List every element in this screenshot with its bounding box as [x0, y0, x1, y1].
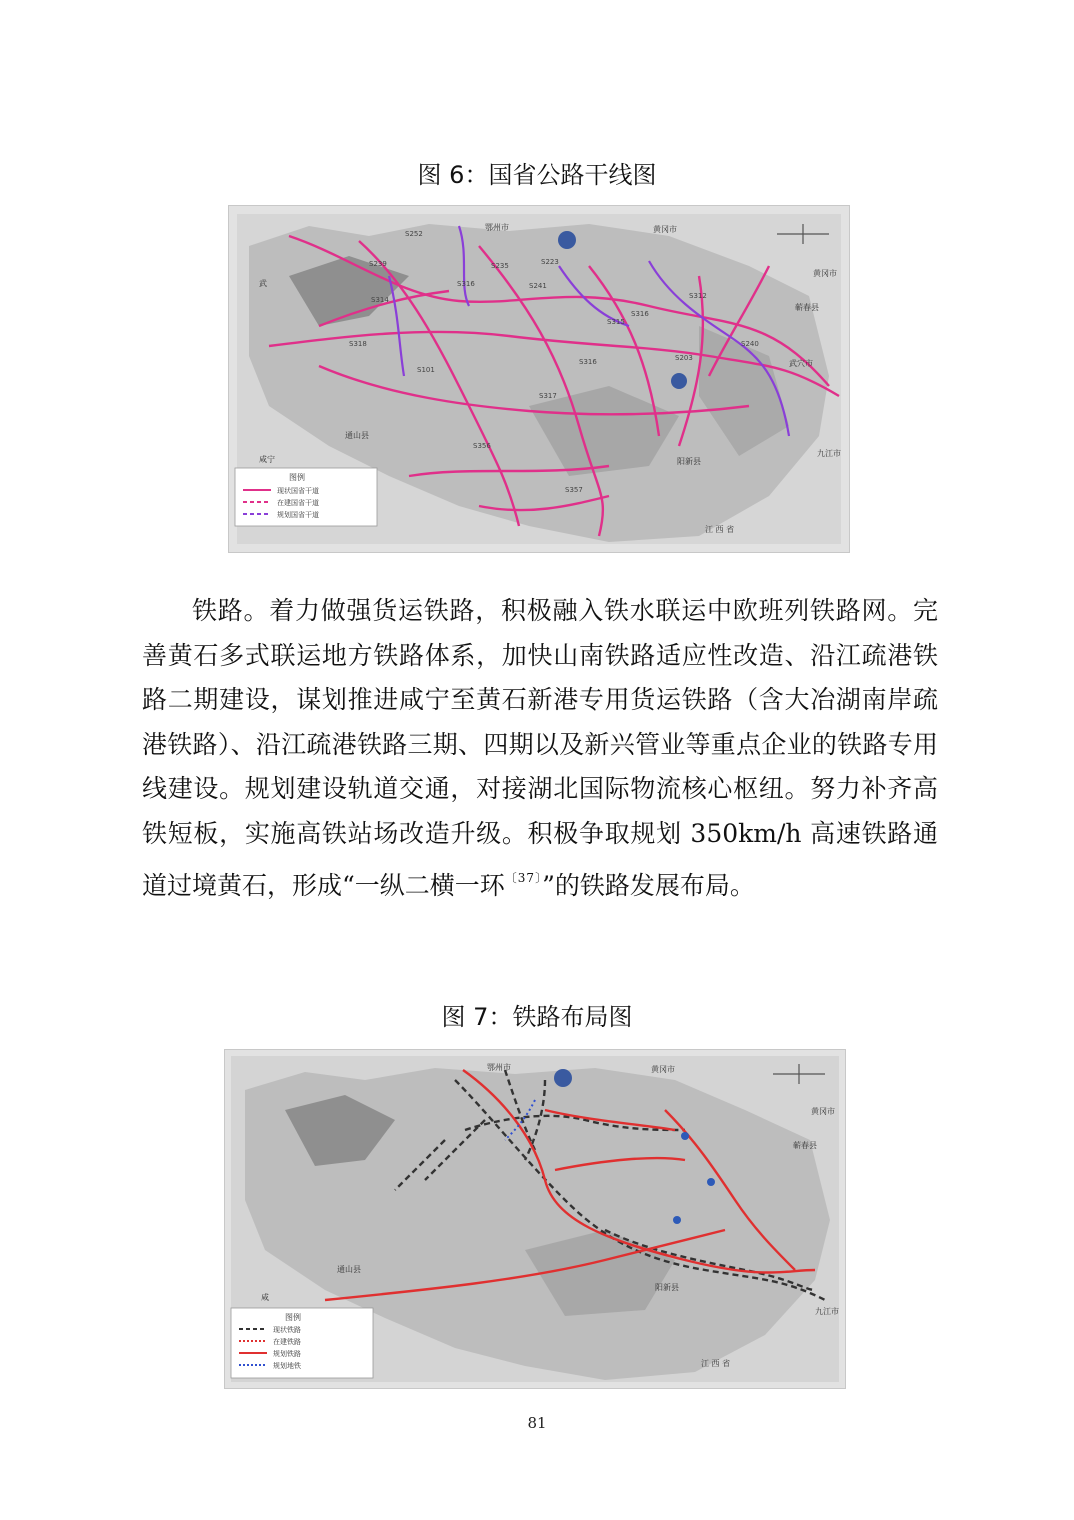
place-label: 阳新县: [655, 1283, 679, 1292]
legend-item-label: 规划国省干道: [277, 511, 319, 519]
place-label: 蕲春县: [793, 1141, 817, 1150]
legend-item-label: 现状铁路: [273, 1326, 301, 1334]
legend-item-label: 规划铁路: [273, 1350, 301, 1358]
road-label: S101: [417, 366, 435, 374]
page-number: 81: [527, 1414, 547, 1432]
place-label: 黄冈市: [811, 1107, 835, 1116]
legend-item-label: 规划地铁: [273, 1362, 301, 1370]
paragraph-main: 铁路。着力做强货运铁路，积极融入铁水联运中欧班列铁路网。完善黄石多式联运地方铁路体系，加快山南铁路适应性改造、沿江疏港铁路二期建设，谋划推进咸宁至黄石新港专用货运铁路（含大冶湖南岸疏港铁路）、沿江疏港铁路三期、四期以及新兴管业等重点企业的铁路专用线建设。规划建设轨道交通，对接湖北国际物流核心枢纽。努力补齐高铁短板，实施高铁站场改造升级。积极争取规划 350km/h 高速铁路通道过境黄石，形成“一纵二横一环: [142, 596, 938, 900]
road-label: S314: [371, 296, 389, 304]
road-label: S315: [607, 318, 625, 326]
legend-item-label: 在建铁路: [273, 1338, 301, 1346]
road-label: S316: [457, 280, 475, 288]
place-label: 九江市: [815, 1307, 839, 1316]
road-label: S357: [565, 486, 583, 494]
road-label: S235: [491, 262, 509, 270]
road-label: S252: [405, 230, 423, 238]
railway-map-graphic: [225, 1050, 845, 1388]
legend-item-label: 现状国省干道: [277, 487, 319, 495]
place-label: 通山县: [345, 431, 369, 440]
place-label: 武穴市: [789, 359, 813, 368]
place-label: 黄冈市: [653, 225, 677, 234]
road-label: S316: [631, 310, 649, 318]
road-label: S316: [579, 358, 597, 366]
place-label: 咸: [261, 1293, 269, 1302]
road-label: S241: [529, 282, 547, 290]
place-label: 通山县: [337, 1265, 361, 1274]
figure-6-title: 图 6：国省公路干线图: [417, 161, 657, 189]
place-label: 黄冈市: [651, 1065, 675, 1074]
place-label: 江 西 省: [705, 525, 735, 534]
legend-item-label: 在建国省干道: [277, 499, 319, 507]
place-label: 阳新县: [677, 457, 701, 466]
legend-title: 图例: [289, 473, 305, 482]
map-legend: [235, 468, 377, 526]
place-label: 黄冈市: [813, 269, 837, 278]
footnote-ref: 〔37〕: [504, 871, 543, 885]
railway-map: [224, 1049, 846, 1389]
place-label: 九江市: [817, 449, 841, 458]
place-label: 武: [259, 279, 267, 288]
road-label: S223: [541, 258, 559, 266]
place-label: 鄂州市: [487, 1063, 511, 1072]
road-label: S240: [741, 340, 759, 348]
place-label: 江 西 省: [701, 1359, 731, 1368]
road-label: S312: [689, 292, 707, 300]
place-label: 鄂州市: [485, 223, 509, 232]
figure-7-title: 图 7：铁路布局图: [441, 1003, 633, 1031]
road-label: S239: [369, 260, 387, 268]
road-label: S317: [539, 392, 557, 400]
road-label: S318: [349, 340, 367, 348]
legend-title: 图例: [285, 1313, 301, 1322]
body-paragraph: [142, 589, 938, 909]
highway-map-graphic: [229, 206, 849, 552]
road-label: S356: [473, 442, 491, 450]
place-label: 咸宁: [259, 455, 275, 464]
highway-map: [228, 205, 850, 553]
map-legend: [231, 1308, 373, 1378]
road-label: S203: [675, 354, 693, 362]
paragraph-tail: ”的铁路发展布局。: [542, 871, 755, 900]
place-label: 蕲春县: [795, 303, 819, 312]
